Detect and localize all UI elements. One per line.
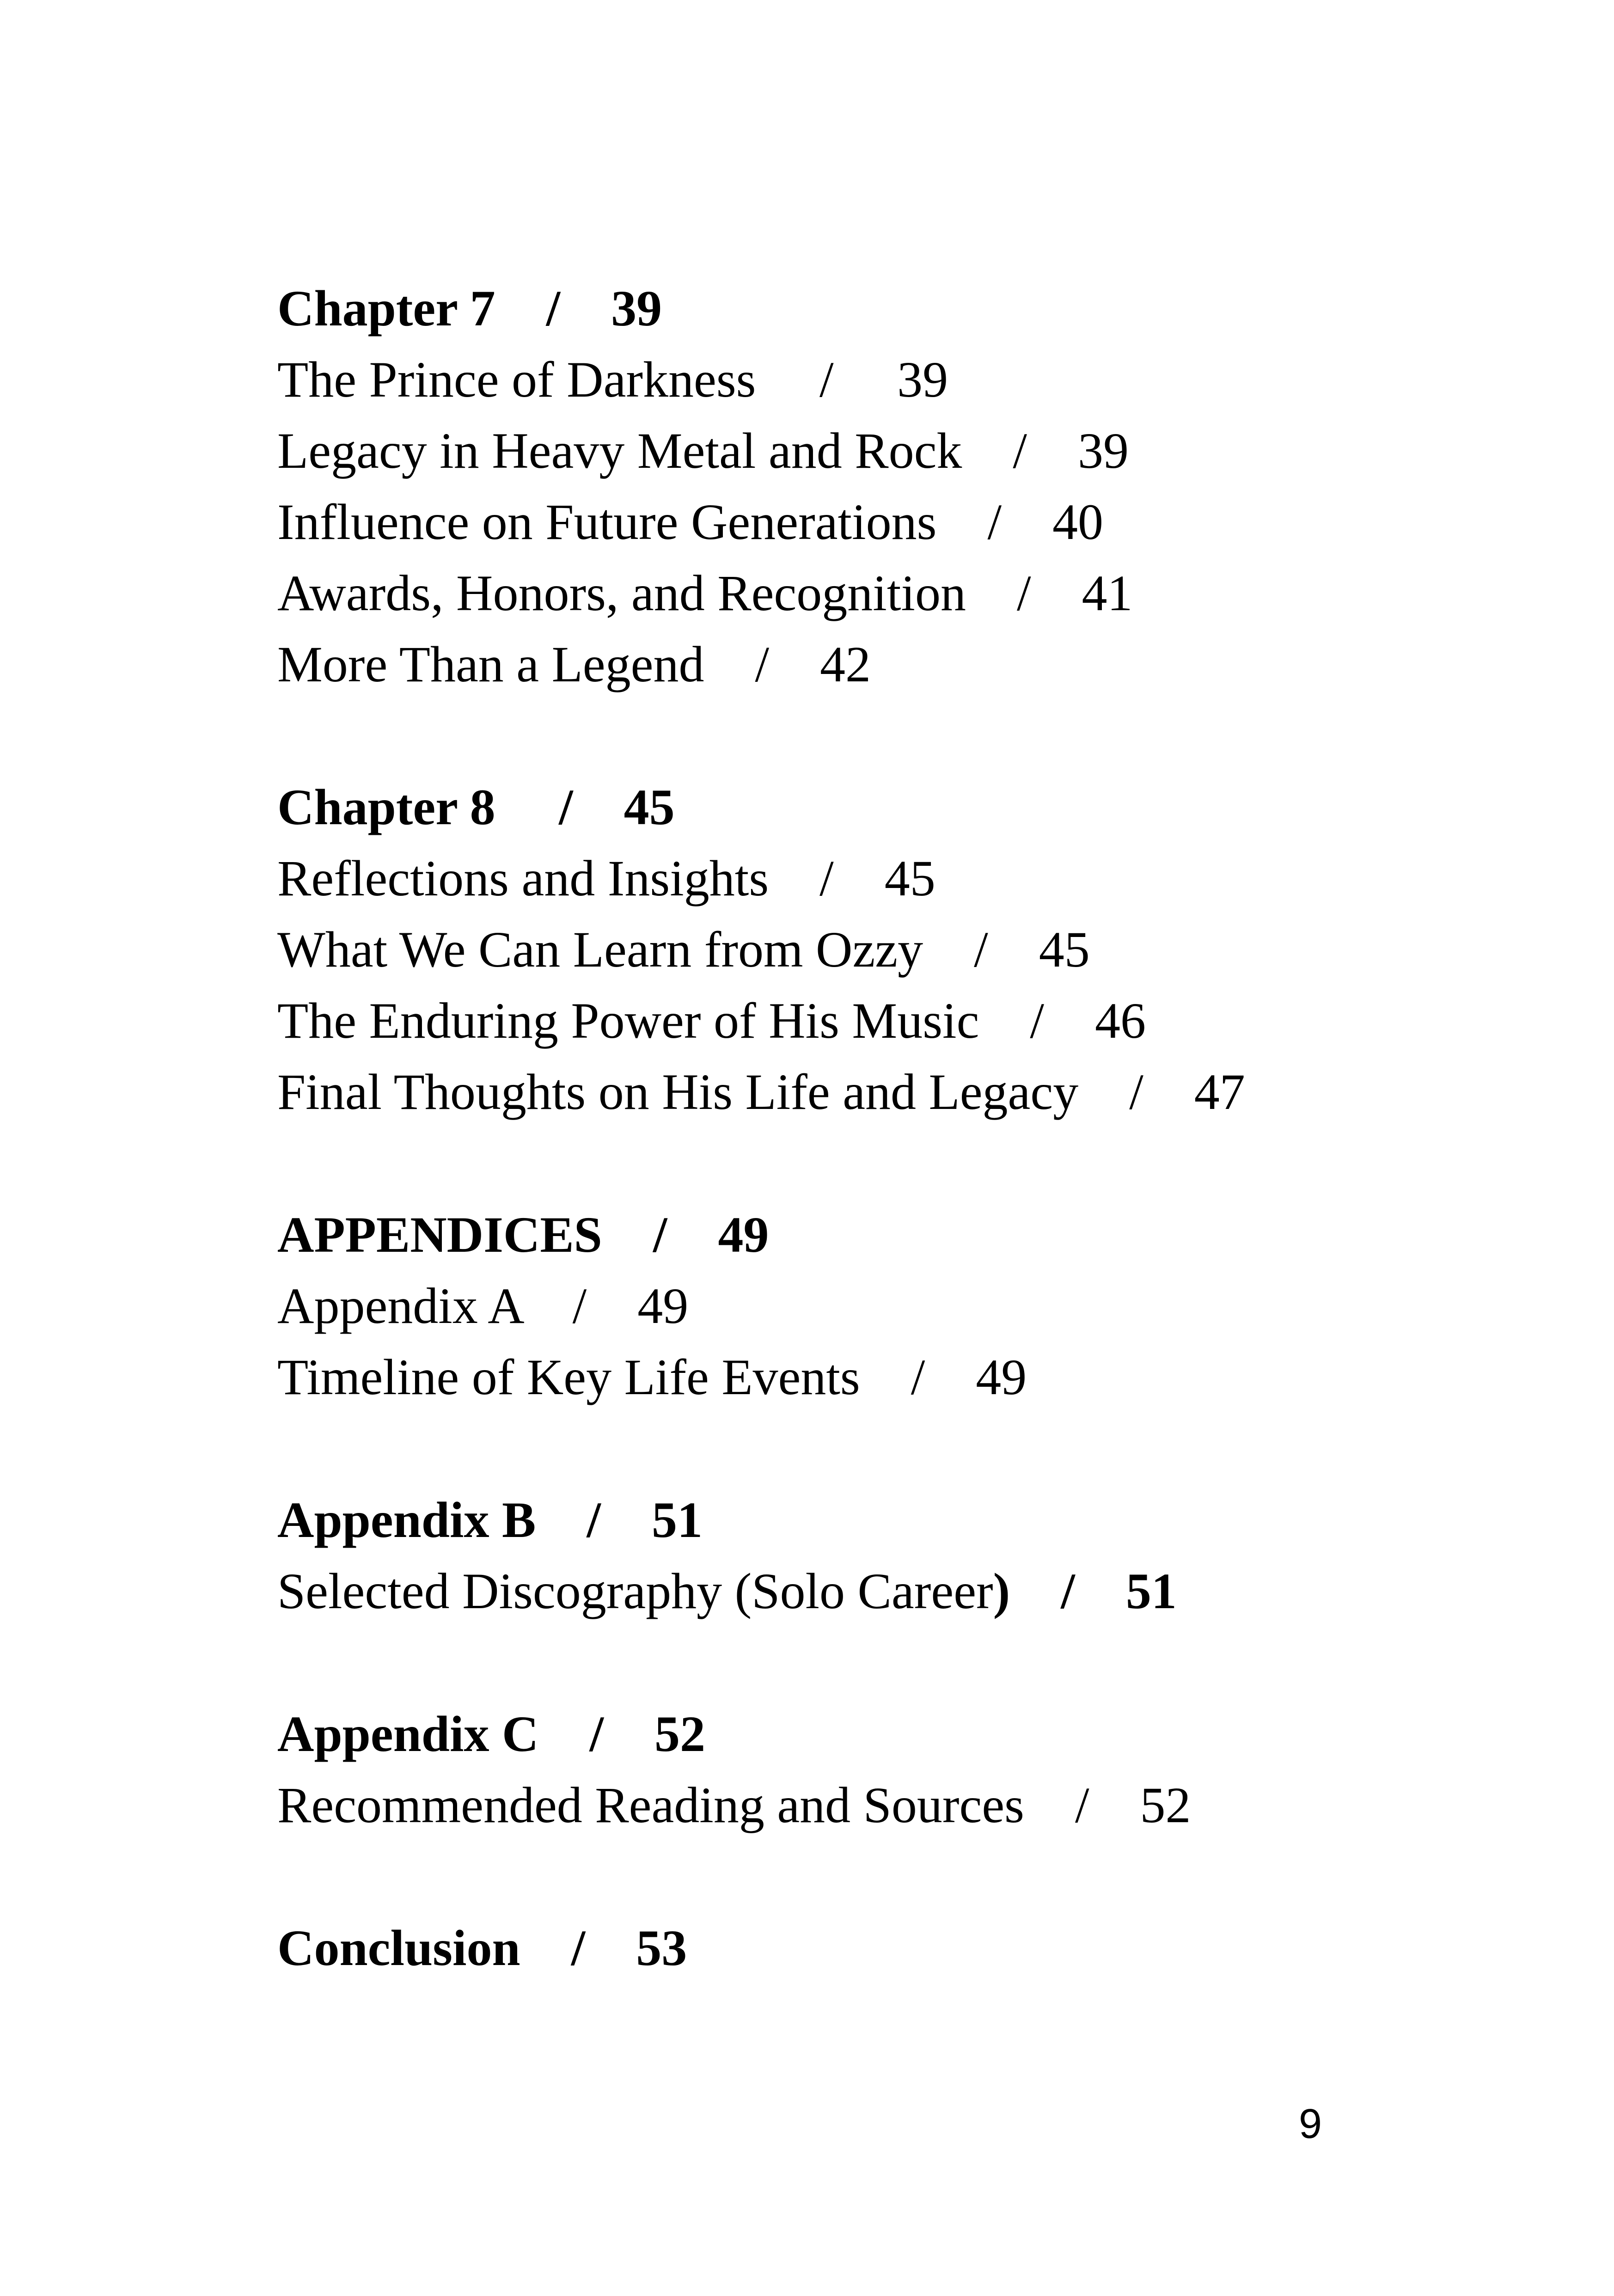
toc-heading-appendix-b bbox=[277, 1484, 1525, 1555]
toc-separator: / bbox=[819, 351, 834, 408]
toc-separator: / bbox=[819, 850, 834, 906]
toc-heading-title: Appendix B bbox=[277, 1492, 536, 1548]
toc-entry bbox=[277, 1341, 1525, 1413]
toc-separator: / bbox=[587, 1492, 601, 1548]
toc-heading-appendices bbox=[277, 1199, 1525, 1270]
toc-page-number: 39 bbox=[611, 280, 662, 337]
toc-entry-title: Awards, Honors, and Recognition bbox=[277, 565, 966, 621]
toc-page-number: 39 bbox=[1077, 422, 1129, 479]
toc-separator: / bbox=[1129, 1064, 1143, 1120]
toc-entry-title: Appendix A bbox=[277, 1278, 522, 1334]
toc-page-number: 52 bbox=[654, 1706, 706, 1762]
toc-page-number: 46 bbox=[1094, 992, 1146, 1049]
section-spacer bbox=[277, 1841, 1525, 1912]
toc-separator: / bbox=[1030, 992, 1044, 1049]
toc-entry-title: Recommended Reading and Sources bbox=[277, 1777, 1024, 1833]
toc-page-number: 51 bbox=[651, 1492, 703, 1548]
toc-page-number: 49 bbox=[637, 1278, 689, 1334]
toc-separator: / bbox=[1061, 1563, 1075, 1619]
toc-page-number: 47 bbox=[1194, 1064, 1245, 1120]
toc-entry bbox=[277, 415, 1525, 486]
toc-entry-title: The Prince of Darkness bbox=[277, 351, 756, 408]
toc-entry bbox=[277, 629, 1525, 700]
toc-heading-title: APPENDICES bbox=[277, 1206, 602, 1263]
toc-separator: / bbox=[911, 1349, 925, 1405]
toc-page-number: 49 bbox=[718, 1206, 769, 1263]
toc-separator: / bbox=[653, 1206, 667, 1263]
toc-page-number: 40 bbox=[1052, 494, 1104, 550]
toc-separator: / bbox=[974, 921, 988, 978]
toc-heading-title: Chapter 7 bbox=[277, 280, 495, 337]
toc-separator: / bbox=[571, 1920, 586, 1976]
table-of-contents bbox=[277, 273, 1525, 1984]
toc-page-number: 52 bbox=[1140, 1777, 1191, 1833]
toc-page-number: 53 bbox=[636, 1920, 687, 1976]
toc-entry-title: Selected Discography (Solo Career bbox=[277, 1563, 993, 1619]
toc-page-number: 45 bbox=[884, 850, 935, 906]
toc-heading-title: Conclusion bbox=[277, 1920, 520, 1976]
toc-entry-title: Final Thoughts on His Life and Legacy bbox=[277, 1064, 1079, 1120]
toc-separator: / bbox=[589, 1706, 604, 1762]
toc-page-number: 45 bbox=[1039, 921, 1090, 978]
toc-entry bbox=[277, 486, 1525, 557]
toc-page-number: 45 bbox=[624, 779, 675, 835]
toc-entry bbox=[277, 344, 1525, 415]
toc-entry bbox=[277, 1555, 1525, 1627]
toc-page-number: 49 bbox=[976, 1349, 1027, 1405]
toc-page-number: 39 bbox=[897, 351, 948, 408]
toc-separator: / bbox=[987, 494, 1002, 550]
toc-entry-title: Reflections and Insights bbox=[277, 850, 769, 906]
section-spacer bbox=[277, 1127, 1525, 1199]
toc-entry bbox=[277, 914, 1525, 985]
toc-page-number: 41 bbox=[1082, 565, 1133, 621]
toc-separator: / bbox=[1075, 1777, 1089, 1833]
toc-heading-appendix-c bbox=[277, 1698, 1525, 1769]
toc-entry-title: Influence on Future Generations bbox=[277, 494, 937, 550]
toc-heading-conclusion bbox=[277, 1912, 1525, 1984]
toc-separator: / bbox=[1013, 422, 1027, 479]
toc-entry bbox=[277, 557, 1525, 629]
toc-separator: / bbox=[559, 779, 573, 835]
toc-entry-title: Legacy in Heavy Metal and Rock bbox=[277, 422, 962, 479]
toc-entry bbox=[277, 843, 1525, 914]
toc-separator: / bbox=[755, 636, 770, 692]
toc-heading-chapter-8 bbox=[277, 771, 1525, 843]
toc-entry bbox=[277, 985, 1525, 1056]
toc-heading-title: Chapter 8 bbox=[277, 779, 495, 835]
section-spacer bbox=[277, 1627, 1525, 1698]
toc-entry bbox=[277, 1270, 1525, 1341]
toc-separator: / bbox=[1016, 565, 1031, 621]
toc-heading-title: Appendix C bbox=[277, 1706, 539, 1762]
toc-heading-chapter-7 bbox=[277, 273, 1525, 344]
toc-entry-title: Timeline of Key Life Events bbox=[277, 1349, 860, 1405]
toc-separator: / bbox=[572, 1278, 587, 1334]
toc-entry-title-end: ) bbox=[993, 1563, 1010, 1619]
toc-entry bbox=[277, 1769, 1525, 1841]
section-spacer bbox=[277, 700, 1525, 771]
section-spacer bbox=[277, 1413, 1525, 1484]
toc-entry bbox=[277, 1056, 1525, 1127]
page-number: 9 bbox=[1299, 2101, 1322, 2147]
toc-entry-title: The Enduring Power of His Music bbox=[277, 992, 979, 1049]
toc-page-number: 51 bbox=[1125, 1563, 1177, 1619]
toc-page-number: 42 bbox=[820, 636, 871, 692]
toc-separator: / bbox=[546, 280, 561, 337]
toc-entry-title: What We Can Learn from Ozzy bbox=[277, 921, 923, 978]
toc-entry-title: More Than a Legend bbox=[277, 636, 704, 692]
